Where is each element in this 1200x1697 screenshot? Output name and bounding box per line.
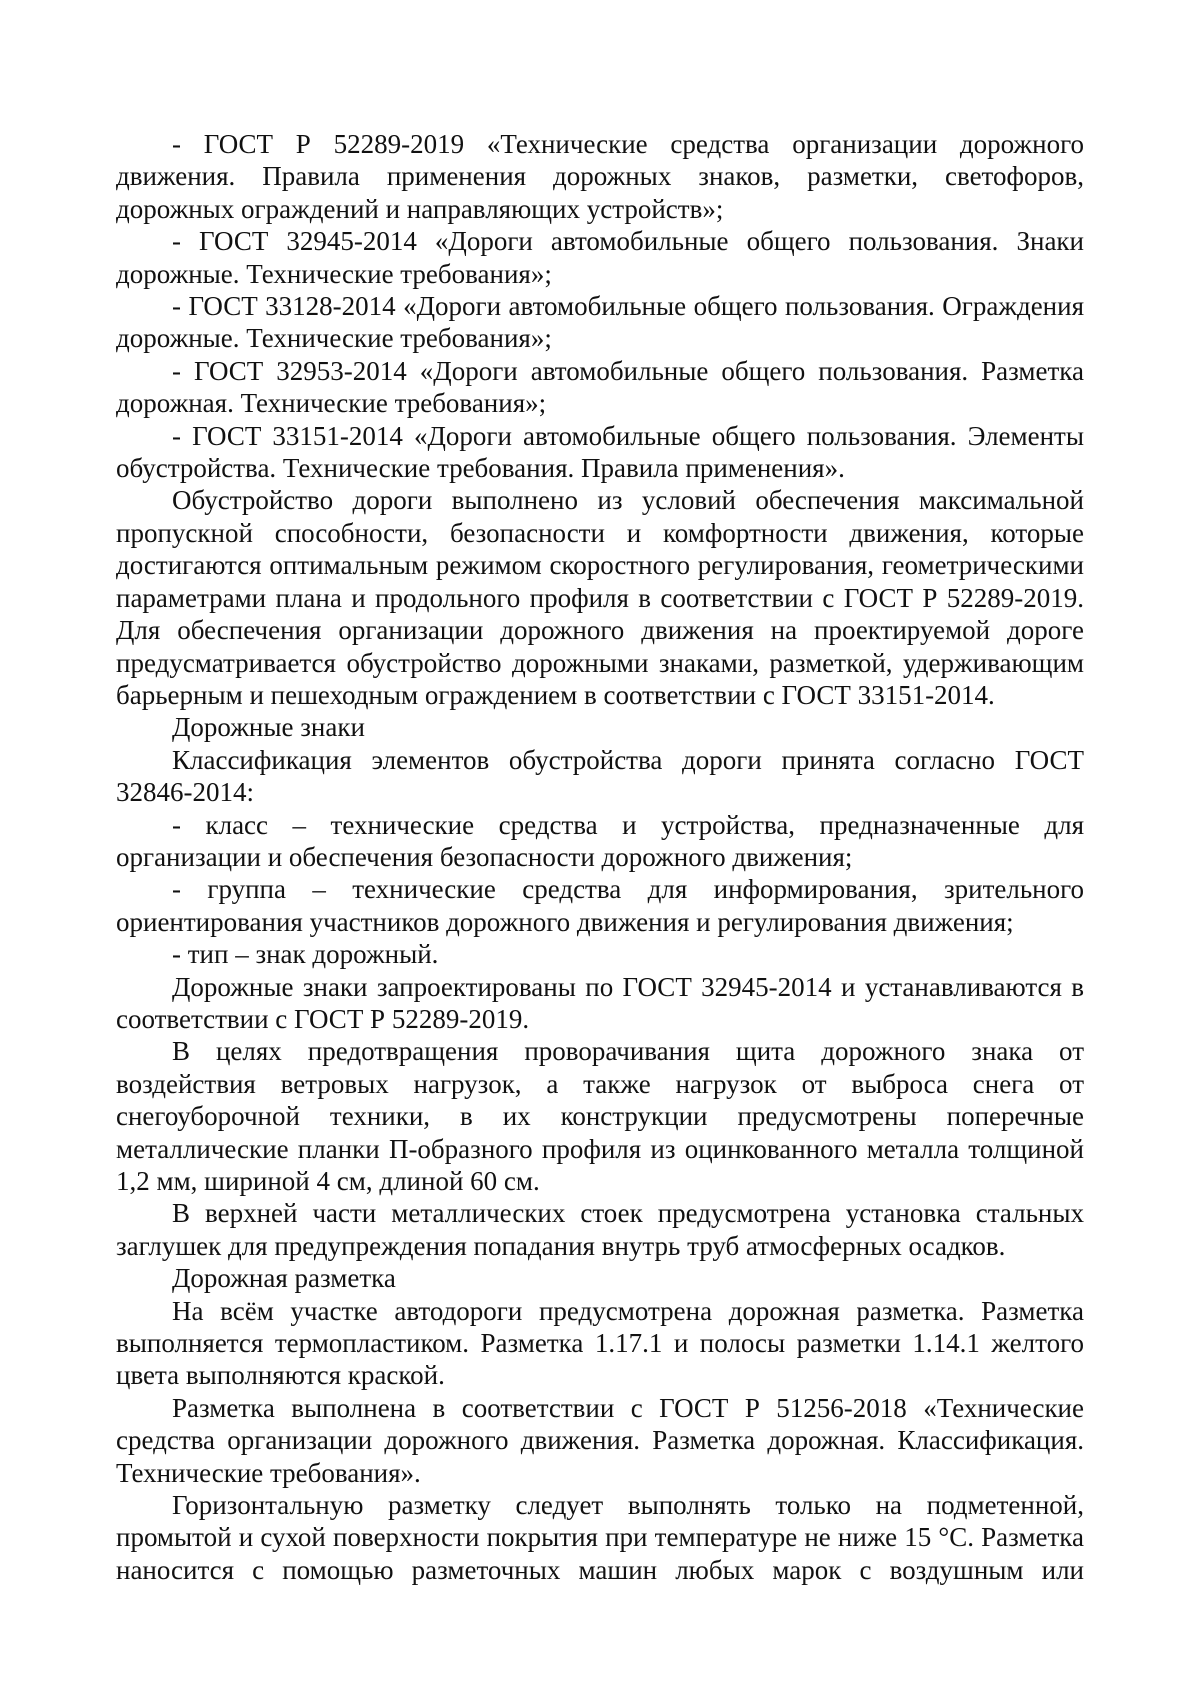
marking-material-paragraph: На всём участке автодороги предусмотрена дорожная разметка. Разметка выполняется термопластиком. Разметка 1.17.1 и полосы разметки 1.14.1 желтого цвета выполняются краской. [116,1295,1084,1391]
sign-rotation-paragraph: В целях предотвращения проворачивания щита дорожного знака от воздействия ветровых нагрузок, а также нагрузок от выброса снега от снегоуборочной техники, в их конструкции предусмотрены поперечные металлические планки П-образного профиля из оцинкованного металла толщиной 1,2 мм, шириной 4 см, длиной 60 см. [116,1036,1084,1196]
marking-application-paragraph: Горизонтальную разметку следует выполнять только на подметенной, промытой и сухой поверхности покрытия при температуре не ниже 15 °С. Разметка наносится с помощью разметочных машин любых марок с воздушным или [116,1490,1084,1585]
gost-32945-item: - ГОСТ 32945-2014 «Дороги автомобильные общего пользования. Знаки дорожные. Технические требования»; [116,226,1084,289]
gost-33128-item: - ГОСТ 33128-2014 «Дороги автомобильные общего пользования. Ограждения дорожные. Технические требования»; [116,291,1084,354]
marking-standard-paragraph: Разметка выполнена в соответствии с ГОСТ Р 51256-2018 «Технические средства организации дорожного движения. Разметка дорожная. Классификация. Технические требования». [116,1392,1084,1488]
gost-33151-item: - ГОСТ 33151-2014 «Дороги автомобильные общего пользования. Элементы обустройства. Технические требования. Правила применения». [116,420,1084,484]
road-marking-heading: Дорожная разметка [172,1263,396,1294]
document-page [116,128,1084,1586]
group-item: - группа – технические средства для информирования, зрительного ориентирования участников дорожного движения и регулирования движения; [116,874,1084,937]
gost-52289-item: - ГОСТ Р 52289-2019 «Технические средства организации дорожного движения. Правила применения дорожных знаков, разметки, светофоров, дорожных ограждений и направляющих устройств»; [116,129,1084,224]
road-arrangement-paragraph: Обустройство дороги выполнено из условий обеспечения максимальной пропускной способности, безопасности и комфортности движения, которые достигаются оптимальным режимом скоростного регулирования, геометрическими параметрами плана и продольного профиля в соответствии с ГОСТ Р 52289-2019. Для обеспечения организации дорожного движения на проектируемой дороге предусматривается обустройство дорожными знаками, разметкой, удерживающим барьерным и пешеходным ограждением в соответствии с ГОСТ 33151-2014. [116,485,1084,710]
signs-design-paragraph: Дорожные знаки запроектированы по ГОСТ 32945-2014 и устанавливаются в соответствии с ГОСТ Р 52289-2019. [116,971,1084,1034]
classification-paragraph: Классификация элементов обустройства дороги принята согласно ГОСТ 32846-2014: [116,744,1084,808]
class-item: - класс – технические средства и устройства, предназначенные для организации и обеспечения безопасности дорожного движения; [116,809,1084,872]
post-caps-paragraph: В верхней части металлических стоек предусмотрена установка стальных заглушек для предупреждения попадания внутрь труб атмосферных осадков. [116,1198,1084,1261]
road-signs-heading: Дорожные знаки [172,712,365,743]
type-item: - тип – знак дорожный. [172,939,439,970]
gost-32953-item: - ГОСТ 32953-2014 «Дороги автомобильные общего пользования. Разметка дорожная. Технические требования»; [116,355,1084,419]
